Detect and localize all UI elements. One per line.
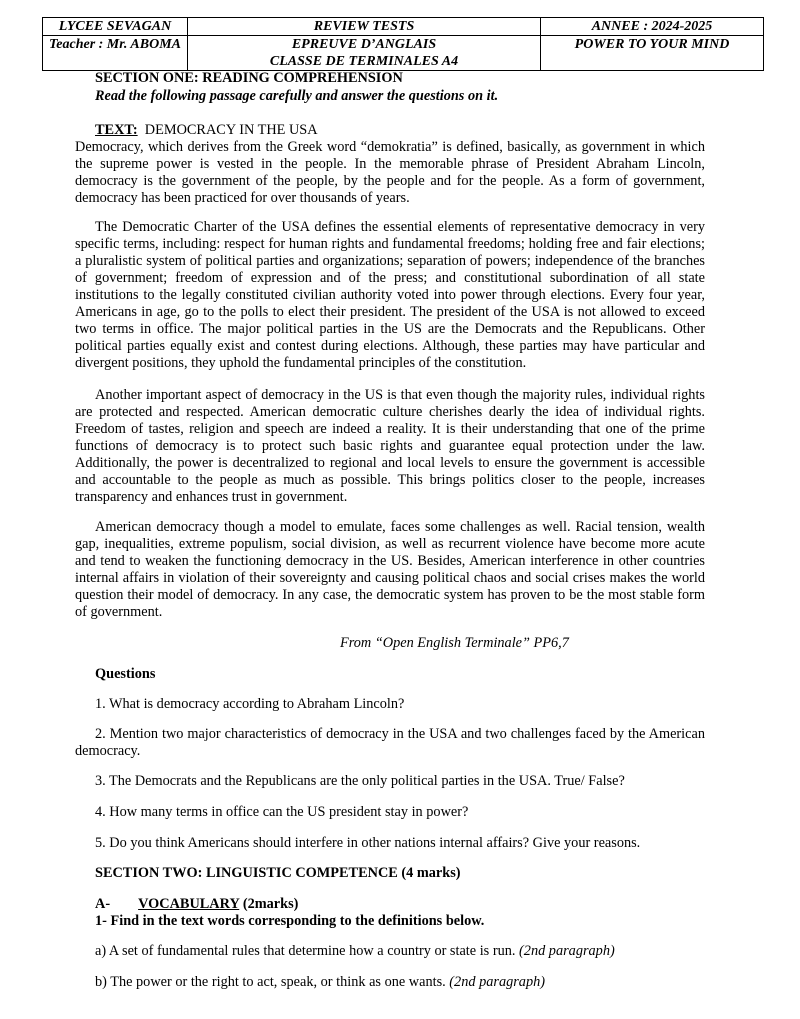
- school-name: LYCEE SEVAGAN: [43, 18, 188, 36]
- question-3: 3. The Democrats and the Republicans are the only political parties in the USA. True/ False?: [95, 773, 625, 789]
- test-title: REVIEW TESTS: [188, 18, 541, 36]
- question-5: 5. Do you think Americans should interfere in other nations internal affairs? Give your reasons.: [95, 835, 641, 851]
- instruction-text: Read the following passage carefully and answer the questions on it: [95, 88, 495, 104]
- section-one-title: SECTION ONE: READING COMPREHENSION: [95, 70, 403, 86]
- definition-b-text: b) The power or the right to act, speak, or think as one wants.: [95, 974, 446, 990]
- definition-b-ref: (2nd paragraph): [449, 974, 546, 990]
- definition-a: [95, 943, 615, 960]
- paragraph-2: The Democratic Charter of the USA defines the essential elements of representative democracy in very specific terms, including: respect for human rights and fundamental freedoms; holding free and fair elections; a pluralistic system of political parties and organizations; separation of powers; independence of the branches of government; freedom of expression and of the press; and constitutional subordination of all state institutions to the legally constituted civilian authority voted into power through elections. Every four year, Americans in age, go to the polls to elect their president. The president of the USA is not allowed to exceed two terms in office. The major political parties in the US are the Democrats and the Republicans. Other political parties equally exist and contest during elections. Although, these parties may have particular and divergent positions, they uphold the fundamental principles of the constitution.: [75, 219, 705, 371]
- text-label: TEXT:: [95, 122, 138, 138]
- header-table: [42, 17, 764, 71]
- part-a-letter: A-: [95, 896, 111, 912]
- definition-b: [95, 974, 545, 991]
- text-title: DEMOCRACY IN THE USA: [144, 122, 318, 138]
- part-a-heading: [95, 896, 298, 913]
- question-2: 2. Mention two major characteristics of democracy in the USA and two challenges faced by the American democracy.: [75, 726, 705, 759]
- subject: EPREUVE D’ANGLAIS: [291, 37, 437, 52]
- paragraph-3: Another important aspect of democracy in the US is that even though the majority rules, individual rights are protected and respected. American democratic culture cherishes dearly the idea of individual rights. Freedom of tastes, religion and speech are indeed a reality. It is their understanding that one of the prime functions of democracy is to protect such basic rights and guarantee equal protection under the law. Additionally, the power is decentralized to regional and local levels to ensure the government is accessible and accountable to the people as much as possible. This brings politics closer to the people, increases transparency and enhances trust in government.: [75, 387, 705, 505]
- school-year: ANNEE : 2024-2025: [541, 18, 764, 36]
- section-two-title: SECTION TWO: LINGUISTIC COMPETENCE (4 marks): [95, 865, 461, 881]
- subject-class: [188, 36, 541, 71]
- question-4: 4. How many terms in office can the US president stay in power?: [95, 804, 469, 820]
- text-heading: [95, 122, 318, 139]
- source-citation: From “Open English Terminale” PP6,7: [340, 635, 569, 651]
- motto: POWER TO YOUR MIND: [541, 36, 764, 71]
- question-1: 1. What is democracy according to Abraham Lincoln?: [95, 696, 405, 712]
- definition-a-text: a) A set of fundamental rules that determine how a country or state is run.: [95, 943, 516, 959]
- questions-heading: Questions: [95, 666, 156, 682]
- class-name: CLASSE DE TERMINALES A4: [269, 54, 459, 69]
- paragraph-4: American democracy though a model to emulate, faces some challenges as well. Racial tension, wealth gap, inequalities, extreme populism, social division, as well as recurrent violence have become more acute and tend to weaken the functioning democracy in the US. Besides, American interference in other countries internal affairs in violation of their sovereignty and causing political chaos and social crises makes the world question their model of democracy. In any case, the democratic system has proven to be the most stable form of government.: [75, 519, 705, 620]
- part-a-marks: (2marks): [242, 896, 299, 912]
- definition-a-ref: (2nd paragraph): [519, 943, 615, 959]
- vocabulary-task: 1- Find in the text words corresponding to the definitions below.: [95, 913, 485, 929]
- teacher-name: Teacher : Mr. ABOMA: [43, 36, 188, 71]
- paragraph-1: Democracy, which derives from the Greek word “demokratia” is defined, basically, as government in which the supreme power is vested in the people. In the memorable phrase of President Abraham Lincoln, democracy is the government of the people, by the people and for the people. As a form of government, democracy has been practiced for over thousands of years.: [75, 139, 705, 206]
- part-a-title: VOCABULARY: [138, 896, 240, 912]
- reading-instruction: Read the following passage carefully and answer the questions on it.: [95, 88, 499, 104]
